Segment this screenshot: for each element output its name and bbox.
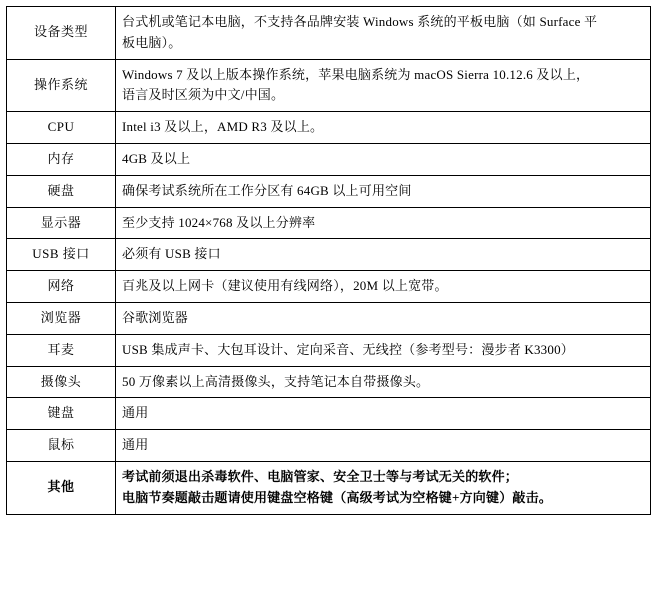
table-row — [7, 175, 651, 207]
table-body — [7, 7, 651, 515]
table-row — [7, 59, 651, 112]
table-row — [7, 7, 651, 60]
row-value-other — [116, 461, 651, 514]
row-value-headset — [116, 334, 651, 366]
table-row — [7, 461, 651, 514]
row-value-line: 通用 — [122, 405, 149, 421]
table-row — [7, 366, 651, 398]
row-value-line: 语言及时区须为中文/中国。 — [122, 87, 285, 103]
table-row — [7, 271, 651, 303]
row-label-operating-system: 操作系统 — [7, 59, 116, 112]
row-value-operating-system — [116, 59, 651, 112]
row-label-cpu: CPU — [7, 112, 116, 144]
row-value-line: 考试前须退出杀毒软件、电脑管家、安全卫士等与考试无关的软件； — [122, 468, 519, 484]
row-value-line: 确保考试系统所在工作分区有 64GB 以上可用空间 — [122, 182, 412, 198]
row-value-line: USB 集成声卡、大包耳设计、定向采音、无线控（参考型号：漫步者 K3300） — [122, 341, 574, 357]
row-value-line: 谷歌浏览器 — [122, 309, 189, 325]
row-value-line: 板电脑）。 — [122, 34, 182, 50]
row-value-line: Windows 7 及以上版本操作系统，苹果电脑系统为 macOS Sierra 10.12.6 及以上， — [122, 66, 590, 82]
row-label-browser: 浏览器 — [7, 302, 116, 334]
row-label-device-type: 设备类型 — [7, 7, 116, 60]
row-value-monitor — [116, 207, 651, 239]
row-value-line: 必须有 USB 接口 — [122, 246, 221, 262]
row-label-headset: 耳麦 — [7, 334, 116, 366]
row-value-line: 至少支持 1024×768 及以上分辨率 — [122, 214, 316, 230]
row-value-memory — [116, 143, 651, 175]
row-value-keyboard — [116, 398, 651, 430]
row-value-hard-disk — [116, 175, 651, 207]
row-label-mouse: 鼠标 — [7, 430, 116, 462]
row-value-line: 4GB 及以上 — [122, 150, 191, 166]
table-row — [7, 430, 651, 462]
table-row — [7, 302, 651, 334]
row-value-line: 通用 — [122, 437, 149, 453]
row-value-usb-port — [116, 239, 651, 271]
table-row — [7, 207, 651, 239]
table-row — [7, 143, 651, 175]
table-row — [7, 239, 651, 271]
row-label-other: 其他 — [7, 461, 116, 514]
table-row — [7, 398, 651, 430]
row-value-browser — [116, 302, 651, 334]
row-value-cpu — [116, 112, 651, 144]
row-label-network: 网络 — [7, 271, 116, 303]
row-value-device-type — [116, 7, 651, 60]
row-value-mouse — [116, 430, 651, 462]
table-row — [7, 112, 651, 144]
row-value-network — [116, 271, 651, 303]
device-requirements-table — [6, 6, 651, 515]
row-value-line: 台式机或笔记本电脑，不支持各品牌安装 Windows 系统的平板电脑（如 Surface 平 — [122, 14, 598, 29]
row-value-line: 电脑节奏题敲击题请使用键盘空格键（高级考试为空格键+方向键）敲击。 — [122, 489, 553, 505]
row-value-line: 百兆及以上网卡（建议使用有线网络），20M 以上宽带。 — [122, 278, 448, 294]
row-label-hard-disk: 硬盘 — [7, 175, 116, 207]
row-value-line: 50 万像素以上高清摄像头，支持笔记本自带摄像头。 — [122, 373, 430, 389]
row-label-keyboard: 键盘 — [7, 398, 116, 430]
table-row — [7, 334, 651, 366]
row-value-camera — [116, 366, 651, 398]
row-value-line: Intel i3 及以上，AMD R3 及以上。 — [122, 119, 324, 135]
row-label-memory: 内存 — [7, 143, 116, 175]
row-label-usb-port: USB 接口 — [7, 239, 116, 271]
row-label-monitor: 显示器 — [7, 207, 116, 239]
row-label-camera: 摄像头 — [7, 366, 116, 398]
